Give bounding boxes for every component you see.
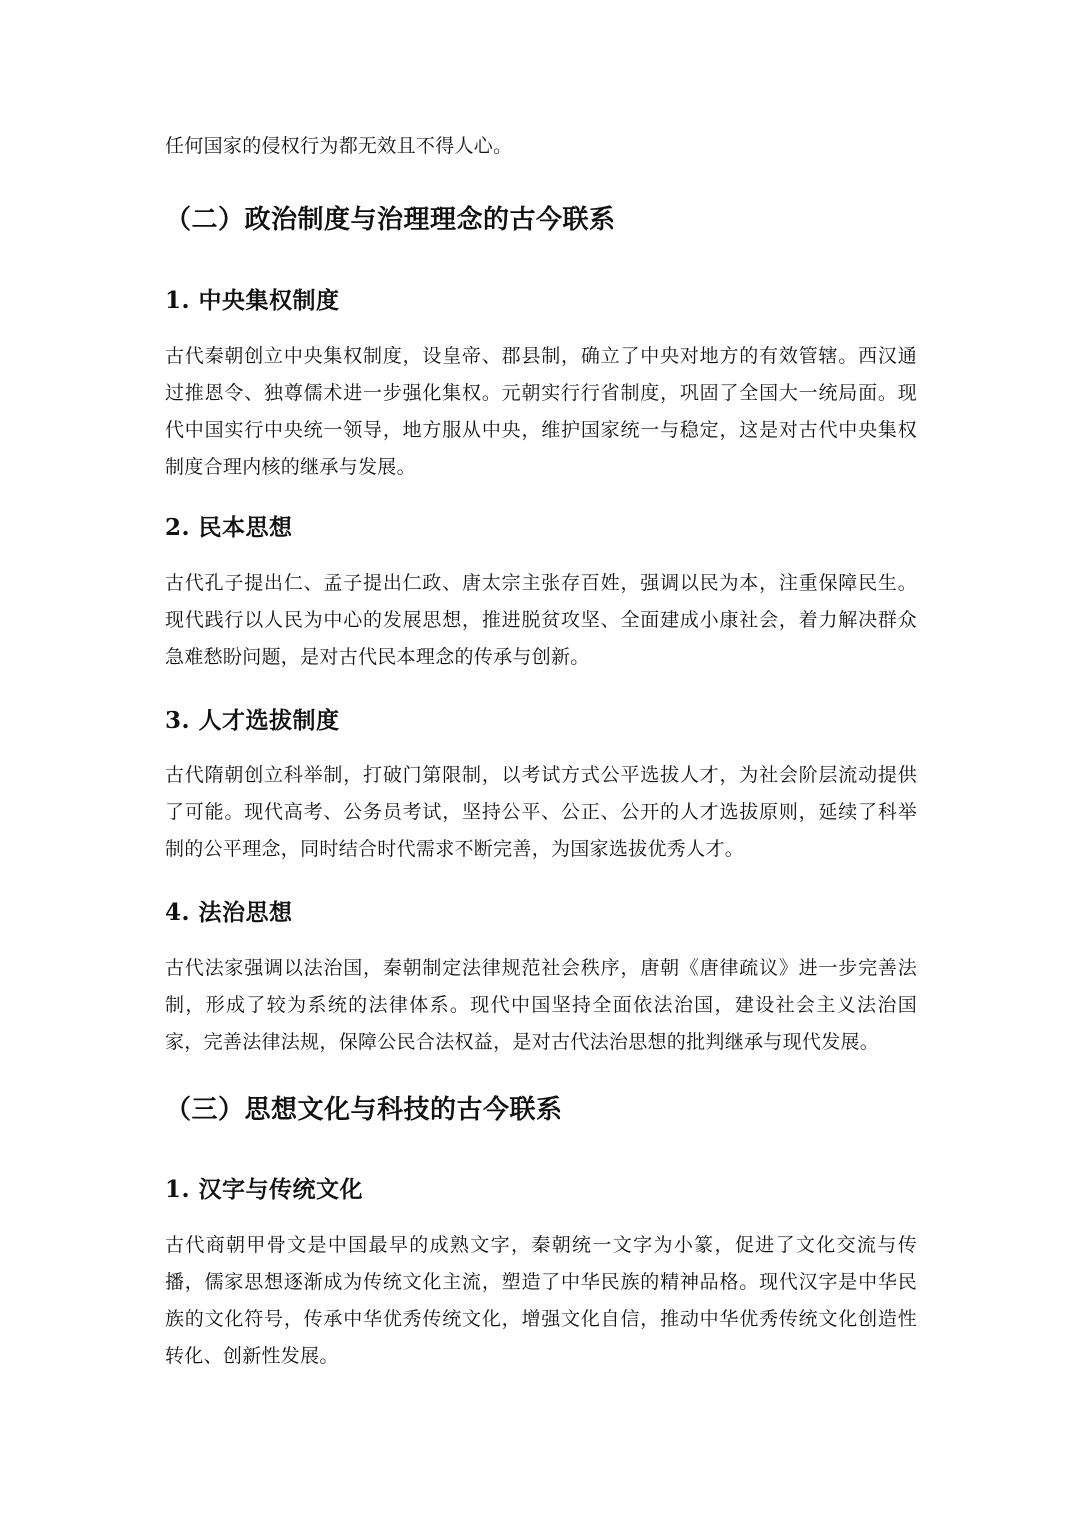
section-2-item-4-paragraph: 古代法家强调以法治国，秦朝制定法律规范社会秩序，唐朝《唐律疏议》进一步完善法制，形成了较为系统的法律体系。现代中国坚持全面依法治国，建设社会主义法治国家，完善法律法规，保障公民合法权益，是对古代法治思想的批判继承与现代发展。	[165, 957, 917, 1053]
section-2-item-1-heading: 1. 中央集权制度	[165, 287, 340, 314]
section-2-item-1-paragraph: 古代秦朝创立中央集权制度，设皇帝、郡县制，确立了中央对地方的有效管辖。西汉通过推恩令、独尊儒术进一步强化集权。元朝实行行省制度，巩固了全国大一统局面。现代中国实行中央统一领导，地方服从中央，维护国家统一与稳定，这是对古代中央集权制度合理内核的继承与发展。	[165, 345, 917, 478]
section-2-item-4-heading: 4. 法治思想	[165, 899, 293, 926]
section-3-item-1-paragraph: 古代商朝甲骨文是中国最早的成熟文字，秦朝统一文字为小篆，促进了文化交流与传播，儒家思想逐渐成为传统文化主流，塑造了中华民族的精神品格。现代汉字是中华民族的文化符号，传承中华优秀传统文化，增强文化自信，推动中华优秀传统文化创造性转化、创新性发展。	[165, 1234, 917, 1367]
section-2-heading: （二）政治制度与治理理念的古今联系	[165, 205, 616, 235]
section-2-item-2-heading: 2. 民本思想	[165, 514, 293, 541]
section-3-heading: （三）思想文化与科技的古今联系	[165, 1095, 563, 1125]
section-2-item-3-paragraph: 古代隋朝创立科举制，打破门第限制，以考试方式公平选拔人才，为社会阶层流动提供了可能。现代高考、公务员考试，坚持公平、公正、公开的人才选拔原则，延续了科举制的公平理念，同时结合时代需求不断完善，为国家选拔优秀人才。	[165, 764, 917, 860]
section-2-item-2-paragraph: 古代孔子提出仁、孟子提出仁政、唐太宗主张存百姓，强调以民为本，注重保障民生。现代践行以人民为中心的发展思想，推进脱贫攻坚、全面建成小康社会，着力解决群众急难愁盼问题，是对古代民本理念的传承与创新。	[165, 572, 917, 668]
section-3-item-1-heading: 1. 汉字与传统文化	[165, 1176, 364, 1203]
opening-paragraph: 任何国家的侵权行为都无效且不得人心。	[165, 135, 513, 157]
section-2-item-3-heading: 3. 人才选拔制度	[165, 707, 340, 734]
